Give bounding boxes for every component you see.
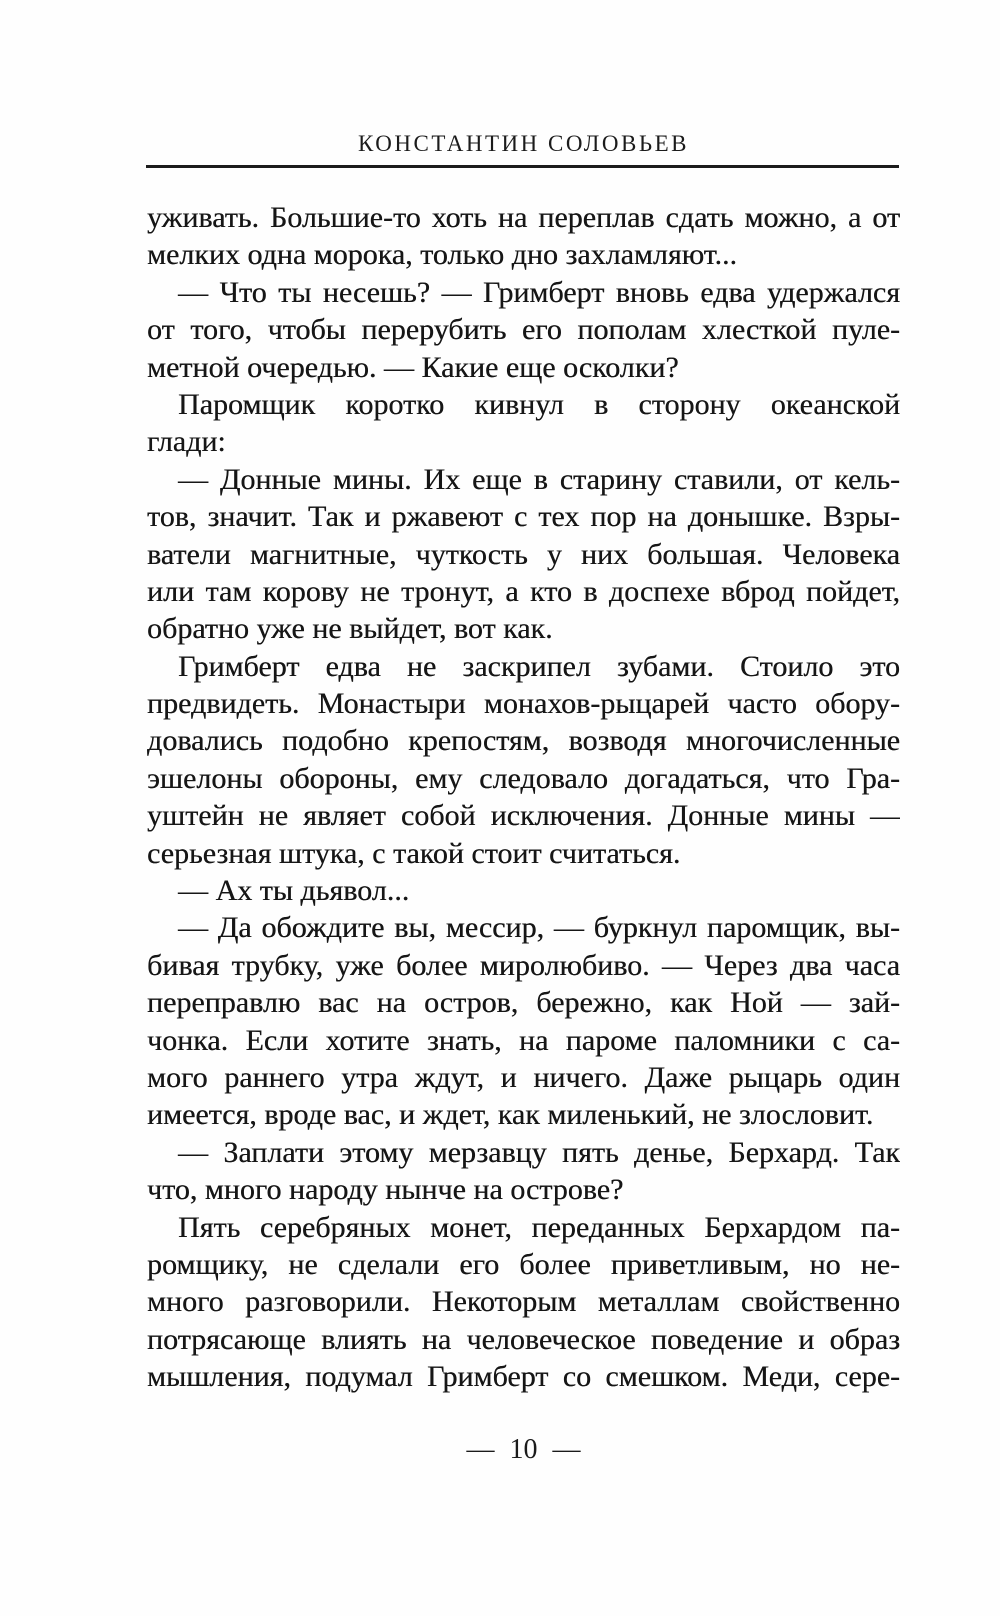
text-line: уштейн не являет собой исключения. Донные мины — bbox=[147, 799, 900, 833]
text-line: бивая трубку, уже более миролюбиво. — Через два часа bbox=[147, 948, 900, 982]
text-line: имеется, вроде вас, и ждет, как миленький, не злословит. bbox=[147, 1098, 874, 1132]
text-line: мышления, подумал Гримберт со смешком. Меди, сере- bbox=[147, 1360, 900, 1394]
text-line: — Что ты несешь? — Гримберт вновь едва удержался bbox=[178, 275, 900, 309]
text-line: тов, значит. Так и ржавеют с тех пор на донышке. Взры- bbox=[147, 500, 900, 534]
paragraph bbox=[147, 909, 900, 1133]
text-line: ватели магнитные, чуткость у них большая. Человека bbox=[147, 537, 900, 571]
text-line: мого раннего утра ждут, и ничего. Даже рыцарь один bbox=[147, 1060, 900, 1094]
text-line: — Да обождите вы, мессир, — буркнул паромщик, вы- bbox=[178, 911, 900, 945]
text-line: мелких одна морока, только дно захламляют... bbox=[147, 238, 738, 272]
text-line: серьезная штука, с такой стоит считаться. bbox=[147, 836, 681, 870]
text-line: метной очередью. — Какие еще осколки? bbox=[147, 350, 679, 384]
text-line: уживать. Большие-то хоть на переплав сдать можно, а от bbox=[147, 201, 900, 234]
running-header-author: КОНСТАНТИН СОЛОВЬЕВ bbox=[358, 131, 689, 156]
text-line: много разговорили. Некоторым металлам свойственно bbox=[147, 1285, 900, 1319]
text-line: — Ах ты дьявол... bbox=[178, 874, 410, 908]
text-line: довались подобно крепостям, возводя многочисленные bbox=[147, 724, 900, 758]
text-line: Гримберт едва не заскрипел зубами. Стоило это bbox=[178, 649, 900, 683]
text-line: или там корову не тронут, а кто в доспехе вброд пойдет, bbox=[147, 574, 900, 608]
text-line: от того, чтобы перерубить его пополам хлесткой пуле- bbox=[147, 313, 900, 347]
paragraph bbox=[147, 1134, 900, 1209]
text-line: — Донные мины. Их еще в старину ставили, от кель- bbox=[178, 462, 900, 496]
paragraph bbox=[147, 872, 900, 909]
text-line: предвидеть. Монастыри монахов-рыцарей часто обору- bbox=[147, 687, 900, 721]
text-line: обратно уже не выйдет, вот как. bbox=[147, 612, 553, 646]
paragraph bbox=[147, 386, 900, 461]
page-body bbox=[147, 199, 900, 1396]
text-line: эшелоны обороны, ему следовало догадаться, что Гра- bbox=[147, 761, 900, 795]
header-rule bbox=[146, 165, 899, 168]
text-line: ромщику, не сделали его более приветливым, но не- bbox=[147, 1247, 900, 1281]
paragraph bbox=[147, 461, 900, 648]
text-line: глади: bbox=[147, 425, 226, 459]
paragraph bbox=[147, 199, 900, 274]
paragraph bbox=[147, 1209, 900, 1396]
text-line: переправлю вас на остров, бережно, как Ной — зай- bbox=[147, 986, 900, 1020]
paragraph bbox=[147, 648, 900, 872]
text-line: чонка. Если хотите знать, на пароме паломники с са- bbox=[147, 1023, 900, 1057]
text-line: потрясающе влиять на человеческое поведение и образ bbox=[147, 1322, 900, 1356]
text-line: — Заплати этому мерзавцу пять денье, Берхард. Так bbox=[178, 1135, 900, 1169]
text-line: Паромщик коротко кивнул в сторону океанской bbox=[178, 387, 900, 421]
page-number: — 10 — bbox=[466, 1434, 581, 1465]
text-line: Пять серебряных монет, переданных Берхардом па- bbox=[178, 1210, 900, 1244]
paragraph bbox=[147, 274, 900, 386]
text-line: что, много народу нынче на острове? bbox=[147, 1173, 624, 1207]
